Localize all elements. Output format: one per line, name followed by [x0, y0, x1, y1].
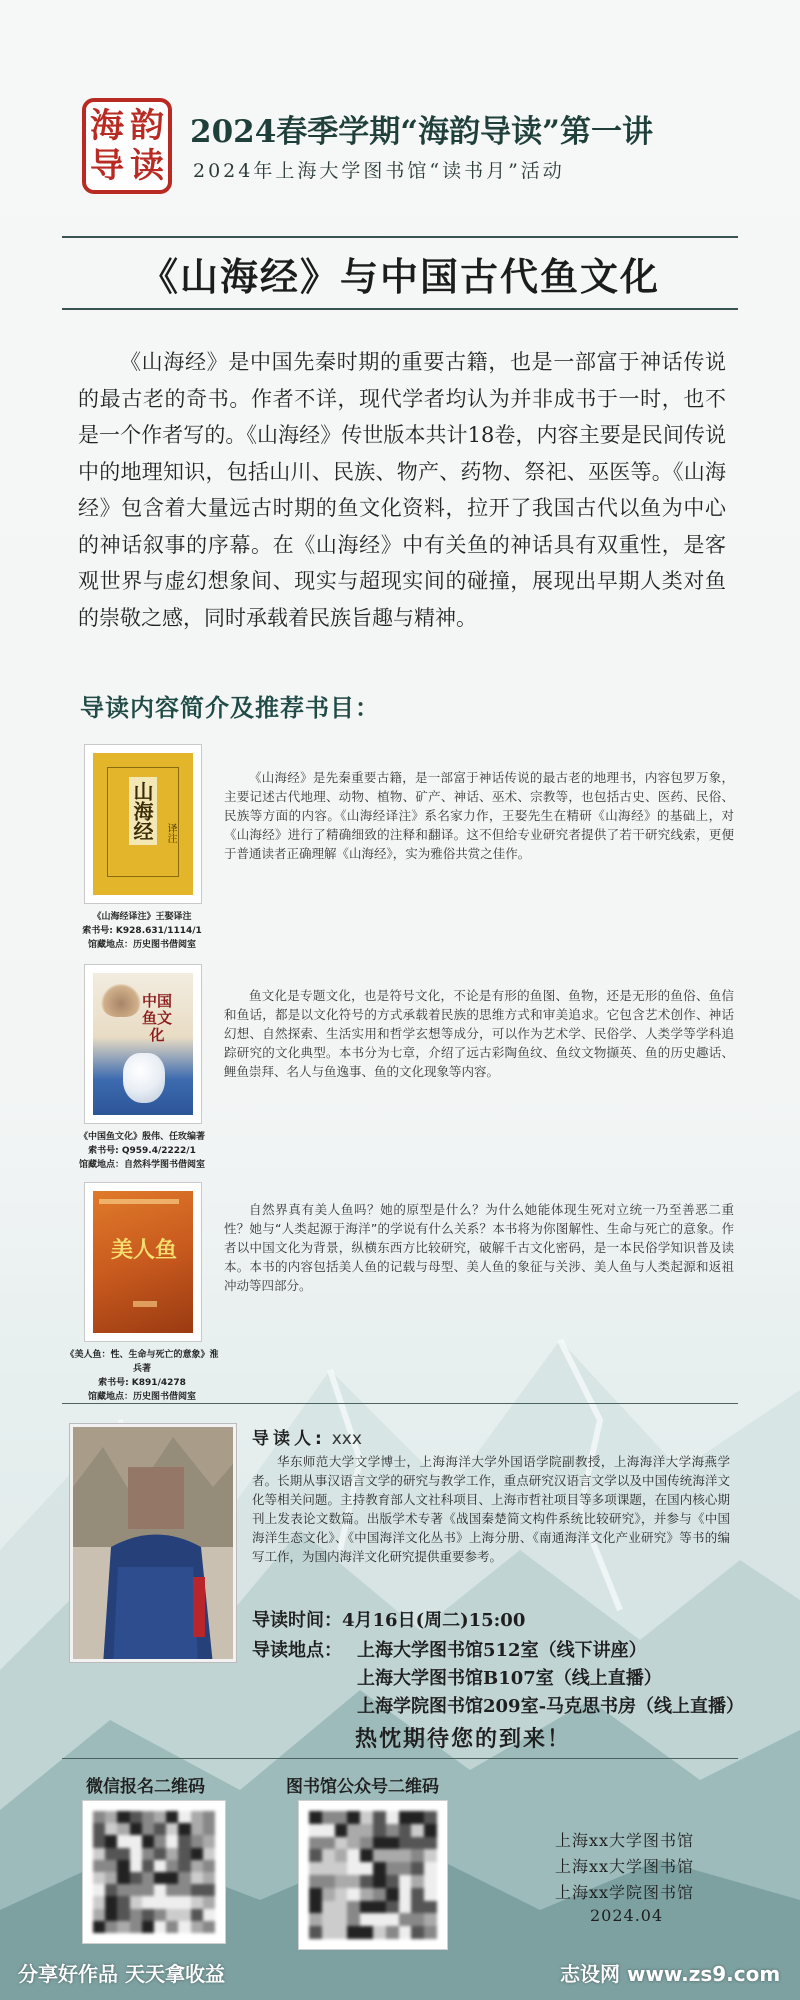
qr-module — [105, 1823, 117, 1835]
wechat-qr-label: 微信报名二维码 — [86, 1777, 205, 1797]
qr-module — [166, 1823, 178, 1835]
qr-module — [203, 1909, 215, 1921]
qr-module — [203, 1921, 215, 1933]
qr-module — [142, 1811, 154, 1823]
book-location: 馆藏地点：历史图书借阅室 — [87, 940, 196, 950]
qr-module — [386, 1811, 399, 1824]
qr-module — [335, 1837, 348, 1850]
qr-module — [347, 1913, 360, 1926]
qr-module — [386, 1888, 399, 1901]
qr-module — [191, 1896, 203, 1908]
qr-module — [424, 1862, 437, 1875]
qr-module — [360, 1824, 373, 1837]
qr-module — [399, 1837, 412, 1850]
place-line: 上海大学图书馆512室（线下讲座） — [357, 1640, 647, 1661]
qr-module — [142, 1909, 154, 1921]
qr-module — [373, 1926, 386, 1939]
qr-module — [178, 1921, 190, 1933]
qr-module — [93, 1848, 105, 1860]
qr-module — [411, 1913, 424, 1926]
qr-module — [424, 1849, 437, 1862]
qr-module — [191, 1909, 203, 1921]
qr-module — [360, 1875, 373, 1888]
qr-module — [166, 1884, 178, 1896]
divider — [62, 236, 738, 238]
qr-module — [117, 1860, 129, 1872]
qr-module — [203, 1823, 215, 1835]
place-label: 导读地点： — [252, 1640, 342, 1661]
recommend-heading: 导读内容简介及推荐书目： — [80, 694, 380, 722]
qr-module — [105, 1921, 117, 1933]
qr-module — [360, 1913, 373, 1926]
organizer-line: 上海xx学院图书馆 — [555, 1883, 695, 1902]
qr-module — [105, 1884, 117, 1896]
qr-module — [93, 1872, 105, 1884]
page-subtitle: 2024年上海大学图书馆“读书月”活动 — [193, 160, 565, 182]
qr-module — [130, 1909, 142, 1921]
qr-module — [142, 1872, 154, 1884]
qr-module — [105, 1860, 117, 1872]
book-cover — [84, 744, 202, 904]
qr-module — [178, 1848, 190, 1860]
footer-site: 志设网 www.zs9.com — [560, 1962, 781, 1986]
qr-module — [154, 1921, 166, 1933]
qr-module — [130, 1860, 142, 1872]
qr-module — [178, 1835, 190, 1847]
qr-module — [411, 1926, 424, 1939]
qr-module — [386, 1926, 399, 1939]
qr-module — [411, 1901, 424, 1914]
qr-module — [360, 1901, 373, 1914]
qr-module — [399, 1824, 412, 1837]
qr-module — [322, 1875, 335, 1888]
qr-module — [373, 1875, 386, 1888]
qr-module — [360, 1849, 373, 1862]
qr-module — [142, 1848, 154, 1860]
qr-module — [154, 1872, 166, 1884]
divider — [62, 308, 738, 310]
qr-module — [399, 1862, 412, 1875]
place-line: 上海大学图书馆B107室（线上直播） — [357, 1668, 662, 1689]
time-label: 导读时间： — [252, 1610, 342, 1631]
qr-module — [424, 1901, 437, 1914]
qr-module — [386, 1913, 399, 1926]
qr-module — [166, 1835, 178, 1847]
qr-module — [373, 1913, 386, 1926]
organizer-line: 上海xx大学图书馆 — [555, 1857, 695, 1876]
qr-module — [386, 1849, 399, 1862]
seal-char: 海 — [90, 106, 124, 146]
qr-module — [322, 1926, 335, 1939]
qr-module — [154, 1811, 166, 1823]
qr-module — [360, 1811, 373, 1824]
qr-module — [309, 1811, 322, 1824]
qr-module — [322, 1901, 335, 1914]
qr-module — [322, 1862, 335, 1875]
qr-module — [93, 1921, 105, 1933]
qr-module — [203, 1848, 215, 1860]
qr-module — [93, 1811, 105, 1823]
qr-module — [166, 1921, 178, 1933]
qr-module — [335, 1901, 348, 1914]
qr-module — [360, 1837, 373, 1850]
qr-module — [335, 1824, 348, 1837]
qr-module — [309, 1824, 322, 1837]
qr-module — [360, 1862, 373, 1875]
qr-module — [373, 1849, 386, 1862]
qr-module — [154, 1909, 166, 1921]
book-cover — [84, 964, 202, 1124]
qr-module — [130, 1872, 142, 1884]
qr-module — [93, 1835, 105, 1847]
qr-module — [335, 1811, 348, 1824]
qr-module — [105, 1811, 117, 1823]
qr-module — [360, 1926, 373, 1939]
qr-module — [399, 1849, 412, 1862]
footer-slogan: 分享好作品 天天拿收益 — [18, 1962, 225, 1986]
qr-module — [399, 1926, 412, 1939]
qr-module — [335, 1849, 348, 1862]
qr-module — [309, 1875, 322, 1888]
qr-module — [373, 1862, 386, 1875]
qr-module — [373, 1824, 386, 1837]
book-call-number: 索书号: Q959.4/2222/1 — [88, 1146, 196, 1156]
qr-module — [322, 1913, 335, 1926]
qr-module — [203, 1860, 215, 1872]
qr-module — [424, 1888, 437, 1901]
qr-module — [373, 1901, 386, 1914]
qr-module — [154, 1823, 166, 1835]
qr-module — [93, 1860, 105, 1872]
qr-module — [411, 1862, 424, 1875]
lecturer-bio: 华东师范大学文学博士，上海海洋大学外国语学院副教授，上海海洋大学海燕学者。长期从事汉语言文学的研究与教学工作，重点研究汉语言文学以及中国传统海洋文化等相关问题。主持教育部人文社科项目、上海市哲社项目等多项课题，在国内核心期刊上发表论文数篇。出版学术专著《战国秦楚简文构件系统比较研究》，并参与《中国海洋生态文化》、《中国海洋文化丛书》上海分册、《南通海洋文化产业研究》等书的编写工作，为国内海洋文化研究提供重要参考。 — [252, 1454, 730, 1564]
qr-module — [360, 1888, 373, 1901]
qr-module — [309, 1888, 322, 1901]
book-meta — [62, 1130, 222, 1172]
book-call-number: 索书号: K928.631/1114/1 — [82, 926, 202, 936]
qr-module — [347, 1862, 360, 1875]
qr-module — [105, 1848, 117, 1860]
qr-module — [424, 1811, 437, 1824]
qr-module — [154, 1896, 166, 1908]
qr-module — [309, 1913, 322, 1926]
divider — [62, 1403, 738, 1404]
qr-module — [335, 1913, 348, 1926]
book-call-number: 索书号: K891/4278 — [98, 1378, 186, 1388]
qr-module — [166, 1848, 178, 1860]
seal-char: 读 — [130, 146, 164, 186]
book-item — [62, 1182, 738, 1402]
qr-module — [347, 1811, 360, 1824]
qr-module — [93, 1884, 105, 1896]
qr-module — [154, 1835, 166, 1847]
qr-module — [309, 1926, 322, 1939]
qr-module — [424, 1926, 437, 1939]
book-description: 鱼文化是专题文化，也是符号文化，不论是有形的鱼图、鱼物，还是无形的鱼俗、鱼信和鱼话，都是以文化符号的方式承载着民族的思维方式和审美追求。它包含艺术创作、神话幻想、自然探索、生活实用和哲学玄想等成分，可以作为艺术学、民俗学、人类学等学科追踪研究的文化典型。本书分为七章，介绍了远古彩陶鱼纹、鱼纹文物撷英、鱼的历史趣话、鲤鱼崇拜、名人与鱼逸事、鱼的文化现象等内容。 — [224, 988, 734, 1079]
qr-module — [335, 1888, 348, 1901]
qr-module — [117, 1921, 129, 1933]
book-location: 馆藏地点：历史图书借阅室 — [87, 1392, 196, 1402]
qr-module — [166, 1896, 178, 1908]
qr-module — [347, 1849, 360, 1862]
lecture-title: 《山海经》与中国古代鱼文化 — [139, 254, 660, 299]
cover-title: 中国鱼文化 — [141, 992, 172, 1044]
welcome-text: 热忱期待您的到来！ — [355, 1726, 572, 1752]
qr-module — [154, 1848, 166, 1860]
qr-module — [93, 1823, 105, 1835]
qr-module — [117, 1811, 129, 1823]
qr-module — [399, 1811, 412, 1824]
cover-title: 山海经 — [129, 777, 157, 845]
qr-module — [386, 1901, 399, 1914]
qr-module — [178, 1860, 190, 1872]
qr-module — [142, 1860, 154, 1872]
qr-module — [424, 1875, 437, 1888]
qr-module — [347, 1837, 360, 1850]
qr-module — [93, 1909, 105, 1921]
qr-module — [105, 1909, 117, 1921]
qr-module — [347, 1824, 360, 1837]
qr-module — [154, 1860, 166, 1872]
qr-module — [93, 1896, 105, 1908]
qr-module — [309, 1849, 322, 1862]
qr-module — [411, 1811, 424, 1824]
qr-module — [424, 1824, 437, 1837]
qr-module — [130, 1811, 142, 1823]
qr-module — [309, 1901, 322, 1914]
seal-char: 导 — [90, 146, 124, 186]
qr-module — [411, 1888, 424, 1901]
lecturer-name-line — [252, 1424, 362, 1449]
book-description: 《山海经》是先秦重要古籍，是一部富于神话传说的最古老的地理书，内容包罗万象，主要记述古代地理、动物、植物、矿产、神话、巫术、宗教等，也包括古史、医药、民俗、民族等方面的内容。《山海经译注》系名家力作，王娶先生在精研《山海经》的基础上，对《山海经》进行了精确细致的注释和翻译。这不但给专业研究者提供了若干研究线索，更便于普通读者正确理解《山海经》，实为雅俗共赏之佳作。 — [224, 770, 734, 861]
qr-module — [203, 1884, 215, 1896]
qr-module — [411, 1837, 424, 1850]
qr-module — [117, 1848, 129, 1860]
qr-module — [386, 1837, 399, 1850]
qr-module — [130, 1884, 142, 1896]
qr-module — [117, 1896, 129, 1908]
qr-module — [142, 1823, 154, 1835]
book-item — [62, 744, 738, 950]
qr-module — [322, 1824, 335, 1837]
lecturer-name: xxx — [331, 1429, 362, 1449]
qr-module — [178, 1872, 190, 1884]
time-value: 4月16日(周二)15:00 — [342, 1610, 526, 1631]
qr-module — [322, 1888, 335, 1901]
qr-module — [178, 1909, 190, 1921]
qr-module — [154, 1884, 166, 1896]
lecturer-photo — [70, 1424, 236, 1662]
library-qr-code[interactable] — [298, 1800, 448, 1950]
library-qr-label: 图书馆公众号二维码 — [286, 1777, 439, 1797]
qr-module — [335, 1875, 348, 1888]
qr-module — [309, 1837, 322, 1850]
qr-module — [399, 1913, 412, 1926]
qr-module — [191, 1860, 203, 1872]
qr-module — [191, 1835, 203, 1847]
qr-module — [424, 1837, 437, 1850]
organizer-line: 上海xx大学图书馆 — [555, 1831, 695, 1850]
qr-module — [130, 1896, 142, 1908]
qr-module — [322, 1811, 335, 1824]
qr-module — [309, 1862, 322, 1875]
qr-module — [117, 1835, 129, 1847]
qr-module — [191, 1811, 203, 1823]
qr-module — [203, 1835, 215, 1847]
qr-module — [424, 1913, 437, 1926]
lecturer-label: 导读人: — [252, 1429, 326, 1449]
intro-paragraph: 《山海经》是中国先秦时期的重要古籍，也是一部富于神话传说的最古老的奇书。作者不详，现代学者均认为并非成书于一时，也不是一个作者写的。《山海经》传世版本共计18卷，内容主要是民间传说中的地理知识，包括山川、民族、物产、药物、祭祀、巫医等。《山海经》包含着大量远古时期的鱼文化资料，拉开了我国古代以鱼为中心的神话叙事的序幕。在《山海经》中有关鱼的神话具有双重性，是客观世界与虚幻想象间、现实与超现实间的碰撞，展现出早期人类对鱼的崇敬之感，同时承载着民族旨趣与精神。 — [78, 350, 726, 630]
qr-module — [347, 1901, 360, 1914]
book-title: 《中国鱼文化》殷伟、任玫编著 — [78, 1132, 205, 1142]
book-description: 自然界真有美人鱼吗？她的原型是什么？为什么她能体现生死对立统一乃至善恶二重性？她与“人类起源于海洋”的学说有什么关系？本书将为你图解性、生命与死亡的意象。作者以中国文化为背景，纵横东西方比较研究，破解千古文化密码，是一本民俗学知识普及读本。本书的内容包括美人鱼的记载与母型、美人鱼的象征与关涉、美人鱼与人类起源和返祖冲动等四部分。 — [224, 1202, 734, 1293]
qr-module — [191, 1872, 203, 1884]
qr-module — [166, 1872, 178, 1884]
qr-module — [386, 1862, 399, 1875]
qr-module — [411, 1875, 424, 1888]
qr-module — [347, 1888, 360, 1901]
qr-module — [347, 1875, 360, 1888]
qr-module — [130, 1835, 142, 1847]
qr-module — [411, 1849, 424, 1862]
qr-module — [130, 1921, 142, 1933]
qr-module — [373, 1888, 386, 1901]
qr-module — [117, 1909, 129, 1921]
lecture-time — [252, 1606, 525, 1632]
qr-module — [411, 1824, 424, 1837]
qr-module — [373, 1811, 386, 1824]
page-title: 2024春季学期“海韵导读”第一讲 — [190, 114, 653, 150]
qr-module — [191, 1921, 203, 1933]
qr-module — [386, 1824, 399, 1837]
qr-module — [178, 1896, 190, 1908]
qr-module — [130, 1848, 142, 1860]
book-meta — [62, 910, 222, 952]
qr-module — [322, 1849, 335, 1862]
qr-module — [166, 1909, 178, 1921]
qr-module — [117, 1872, 129, 1884]
qr-module — [373, 1837, 386, 1850]
qr-module — [178, 1884, 190, 1896]
cover-title: 美人鱼 — [111, 1237, 178, 1263]
qr-module — [142, 1896, 154, 1908]
qr-module — [166, 1811, 178, 1823]
qr-module — [178, 1811, 190, 1823]
seal-logo — [82, 98, 172, 194]
qr-module — [142, 1835, 154, 1847]
book-item — [62, 964, 738, 1170]
qr-module — [178, 1823, 190, 1835]
qr-module — [203, 1872, 215, 1884]
qr-module — [105, 1872, 117, 1884]
book-meta — [62, 1348, 222, 1404]
qr-module — [191, 1848, 203, 1860]
qr-module — [166, 1860, 178, 1872]
qr-module — [130, 1823, 142, 1835]
qr-module — [191, 1823, 203, 1835]
cover-subtitle: 译注 — [165, 823, 176, 843]
qr-module — [142, 1884, 154, 1896]
qr-module — [105, 1835, 117, 1847]
qr-module — [191, 1884, 203, 1896]
qr-module — [203, 1896, 215, 1908]
book-title: 《山海经译注》王娶译注 — [92, 912, 192, 922]
qr-module — [399, 1875, 412, 1888]
qr-module — [117, 1823, 129, 1835]
book-cover — [84, 1182, 202, 1342]
qr-module — [399, 1888, 412, 1901]
divider — [62, 1758, 738, 1759]
book-title: 《美人鱼：性、生命与死亡的意象》淮兵著 — [65, 1350, 219, 1374]
qr-module — [335, 1862, 348, 1875]
qr-module — [322, 1837, 335, 1850]
qr-module — [203, 1811, 215, 1823]
seal-char: 韵 — [130, 106, 164, 146]
book-location: 馆藏地点：自然科学图书借阅室 — [78, 1160, 205, 1170]
qr-module — [347, 1926, 360, 1939]
qr-module — [399, 1901, 412, 1914]
qr-module — [335, 1926, 348, 1939]
place-line: 上海学院图书馆209室-马克思书房（线上直播） — [357, 1696, 745, 1717]
qr-module — [117, 1884, 129, 1896]
qr-module — [105, 1896, 117, 1908]
qr-module — [386, 1875, 399, 1888]
wechat-qr-code[interactable] — [82, 1800, 226, 1944]
date-line: 2024.04 — [590, 1906, 664, 1925]
qr-module — [142, 1921, 154, 1933]
